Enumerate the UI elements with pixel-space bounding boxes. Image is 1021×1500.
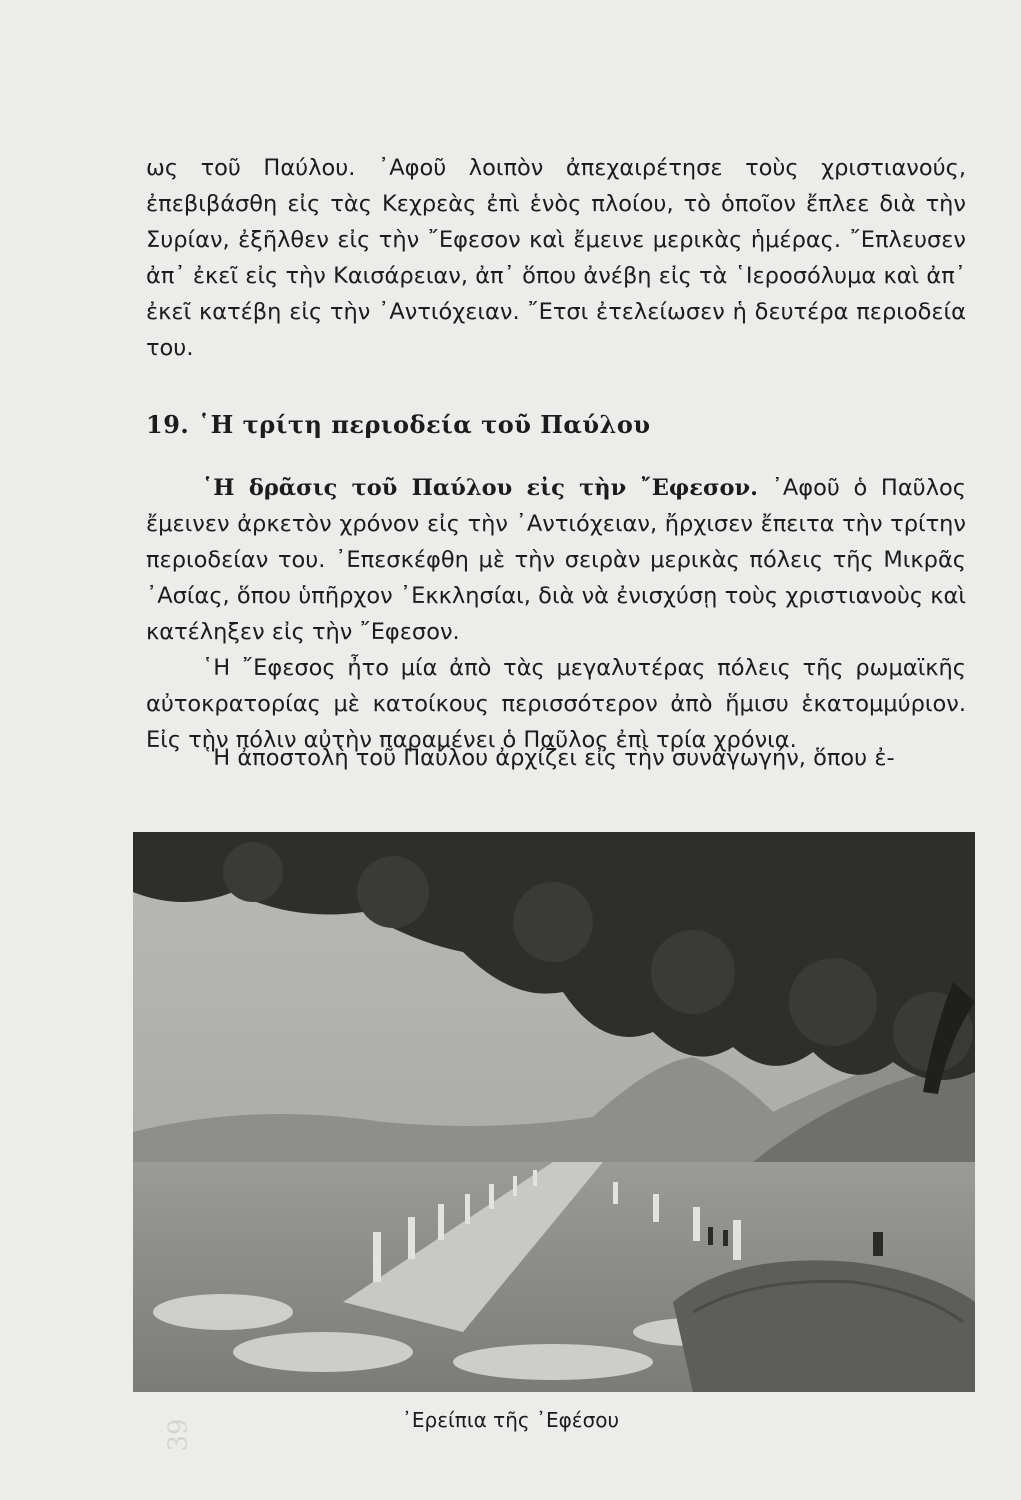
paragraph-2-text: ᾿Αφοῦ ὁ Παῦλος ἔμεινεν ἀρκετὸν χρόνον εἰς τὴν ᾿Αντιόχειαν, ἤρχισεν ἔπειτα τὴν τρίτην περιοδείαν του. ᾿Επεσκέφθη μὲ τὴν σειρὰν μερικὰς πόλεις τῆς Μικρᾶς ᾿Ασίας, ὅπου ὑπῆρχον ᾿Εκκλησίαι, διὰ νὰ ἐνισχύσῃ τοὺς χριστιανοὺς καὶ κατέληξεν εἰς τὴν ῎Εφεσον. bbox=[146, 475, 966, 645]
paragraph-3: ῾Η ῎Εφεσος ἦτο μία ἀπὸ τὰς μεγαλυτέρας πόλεις τῆς ρωμαϊκῆς αὐτοκρατορίας μὲ κατοίκους περισσότερον ἀπὸ ἥμισυ ἑκατομμύριον. Εἰς τὴν πόλιν αὐτὴν παραμένει ὁ Παῦλος ἐπὶ τρία χρόνια. bbox=[146, 655, 966, 753]
paragraph-4: ῾Η ἀποστολὴ τοῦ Παύλου ἀρχίζει εἰς τὴν συναγωγήν, ὅπου ἐ- bbox=[202, 745, 895, 771]
photo-caption: ᾿Ερείπια τῆς ᾿Εφέσου bbox=[401, 1408, 620, 1432]
subheading: ῾Η δρᾶσις τοῦ Παύλου εἰς τὴν ῎Εφεσον. bbox=[202, 475, 759, 501]
page-number: 39 bbox=[163, 1418, 194, 1452]
paragraph-2 bbox=[146, 470, 966, 650]
section-heading: 19. ῾Η τρίτη περιοδεία τοῦ Παύλου bbox=[146, 410, 651, 439]
paragraph-1: ως τοῦ Παύλου. ᾿Αφοῦ λοιπὸν ἀπεχαιρέτησε τοὺς χριστιανούς, ἐπεβιβάσθη εἰς τὰς Κεχρεὰς ἐπὶ ἑνὸς πλοίου, τὸ ὁποῖον ἔπλεε διὰ τὴν Συρίαν, ἐξῆλθεν εἰς τὴν ῎Εφεσον καὶ ἔμεινε μερικὰς ἡμέρας. ῎Επλευσεν ἀπ᾿ ἐκεῖ εἰς τὴν Καισάρειαν, ἀπ᾿ ὅπου ἀνέβη εἰς τὰ ῾Ιεροσόλυμα καὶ ἀπ᾿ ἐκεῖ κατέβη εἰς τὴν ᾿Αντιόχειαν. ῎Ετσι ἐτελείωσεν ἡ δευτέρα περιοδεία του. bbox=[146, 155, 966, 361]
photo-ephesus-ruins bbox=[133, 832, 975, 1392]
ruins-photo-illustration bbox=[133, 832, 975, 1392]
